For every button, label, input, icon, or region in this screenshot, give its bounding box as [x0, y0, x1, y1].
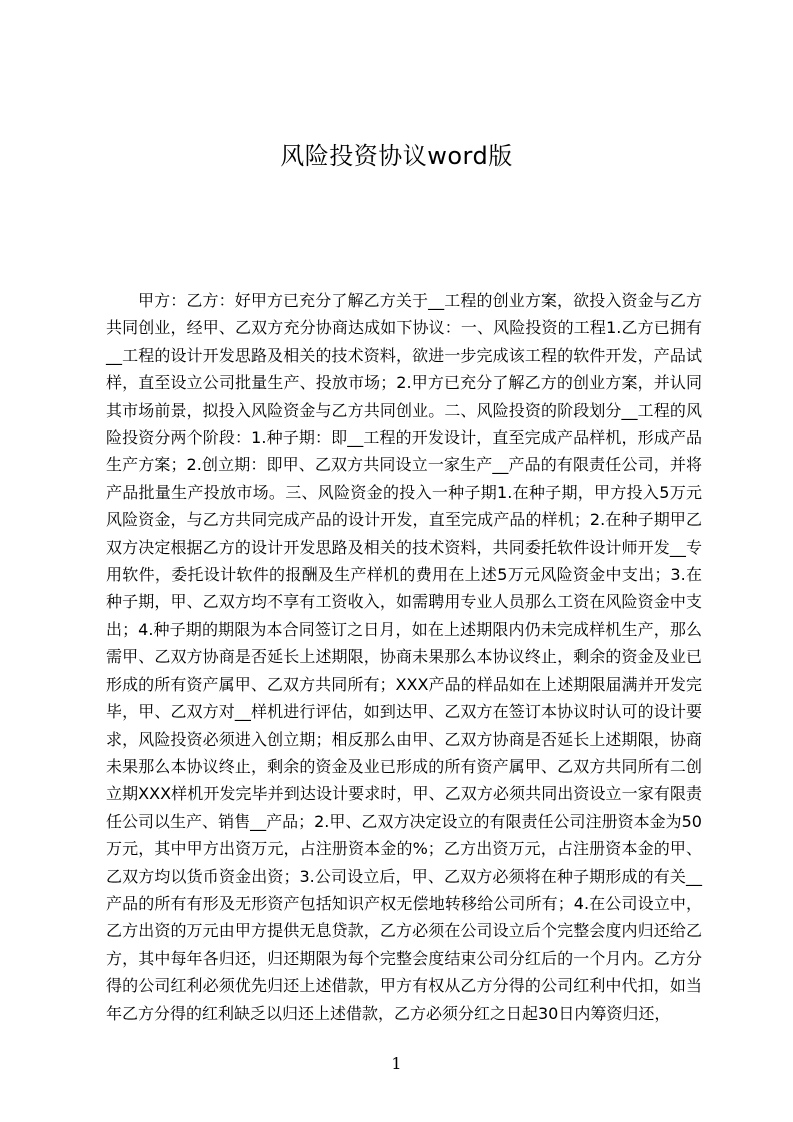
- document-title: 风险投资协议word版: [280, 142, 513, 170]
- page-number: 1: [391, 1054, 402, 1073]
- agreement-body-paragraph: 甲方：乙方：好甲方已充分了解乙方关于__工程的创业方案，欲投入资金与乙方共同创业，经甲、乙双方充分协商达成如下协议：一、风险投资的工程1.乙方已拥有__工程的设计开发思路及相关的技术资料，欲进一步完成该工程的软件开发，产品试样，直至设立公司批量生产、投放市场；2.甲方已充分了解乙方的创业方案，并认同其市场前景，拟投入风险资金与乙方共同创业。二、风险投资的阶段划分__工程的风险投资分两个阶段：1.种子期：即__工程的开发设计，直至完成产品样机，形成产品生产方案；2.创立期：即甲、乙双方共同设立一家生产__产品的有限责任公司，并将产品批量生产投放市场。三、风险资金的投入一种子期1.在种子期，甲方投入5万元风险资金，与乙方共同完成产品的设计开发，直至完成产品的样机；2.在种子期甲乙双方决定根据乙方的设计开发思路及相关的技术资料，共同委托软件设计师开发__专用软件，委托设计软件的报酬及生产样机的费用在上述5万元风险资金中支出；3.在种子期，甲、乙双方均不享有工资收入，如需聘用专业人员那么工资在风险资金中支出；4.种子期的期限为本合同签订之日月，如在上述期限内仍未完成样机生产，那么需甲、乙双方协商是否延长上述期限，协商未果那么本协议终止，剩余的资金及业已形成的所有资产属甲、乙双方共同所有；XXX产品的样品如在上述期限届满并开发完毕，甲、乙双方对__样机进行评估，如到达甲、乙双方在签订本协议时认可的设计要求，风险投资必须进入创立期；相反那么由甲、乙双方协商是否延长上述期限，协商未果那么本协议终止，剩余的资金及业已形成的所有资产属甲、乙双方共同所有二创立期XXX样机开发完毕并到达设计要求时，甲、乙双方必须共同出资设立一家有限责任公司以生产、销售__产品；2.甲、乙双方决定设立的有限责任公司注册资本金为50万元，其中甲方出资万元，占注册资本金的%；乙方出资万元，占注册资本金的甲、乙双方均以货币资金出资；3.公司设立后，甲、乙双方必须将在种子期形成的有关__产品的所有有形及无形资产包括知识产权无偿地转移给公司所有；4.在公司设立中，乙方出资的万元由甲方提供无息贷款，乙方必须在公司设立后个完整会度内归还给乙方，其中每年各归还，归还期限为每个完整会度结束公司分红后的一个月内。乙方分得的公司红利必须优先归还上述借款，甲方有权从乙方分得的公司红利中代扣，如当年乙方分得的红利缺乏以归还上述借款，乙方必须分红之日起30日内筹资归还，: [106, 291, 702, 1023]
